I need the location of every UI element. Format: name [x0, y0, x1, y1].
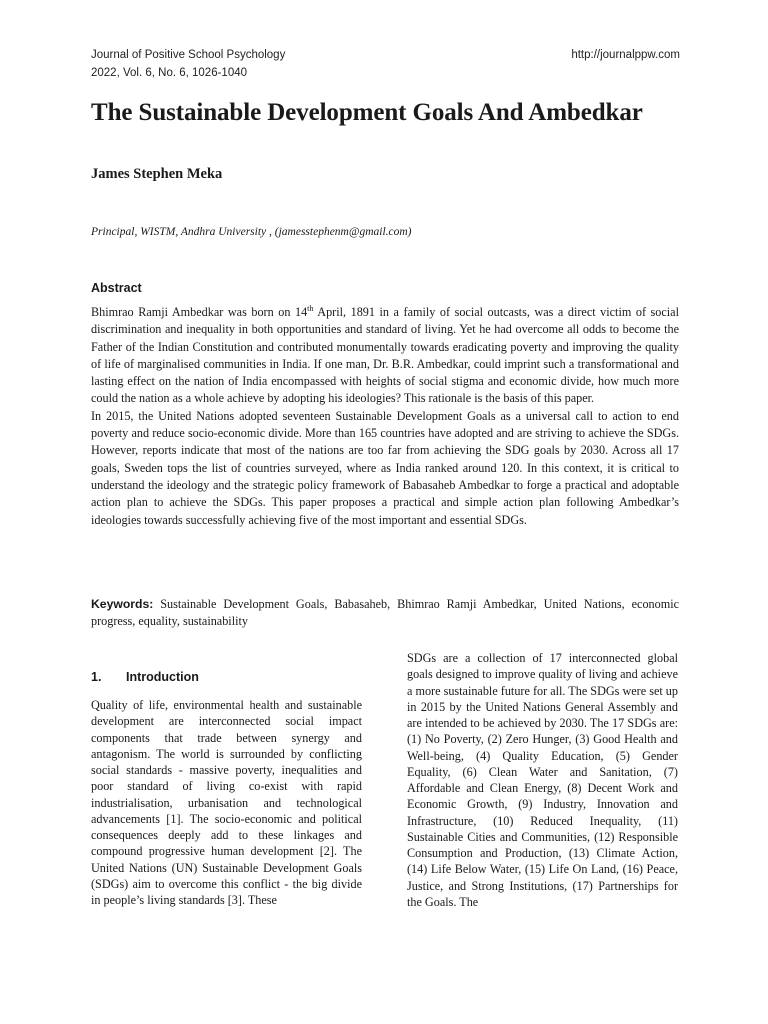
journal-name: Journal of Positive School Psychology: [91, 49, 286, 61]
abstract-heading: Abstract: [91, 281, 142, 295]
introduction-heading: [91, 670, 199, 684]
keywords-label: Keywords:: [91, 597, 154, 611]
journal-citation: 2022, Vol. 6, No. 6, 1026-1040: [91, 67, 248, 79]
abstract-paragraph-1: Bhimrao Ramji Ambedkar was born on 14th April, 1891 in a family of social outcasts, was a direct victim of social discrimination and inequality in both opportunities and standard of living. Yet he had overcome all odds to become the Father of the Indian Constitution and contributed monumentally towards eradicating poverty and improving the quality of life of marginalised communities in India. If one man, Dr. B.R. Ambedkar, could imprint such a transformational and lasting effect on the nation of India encompassed with heights of social stigma and economic divide, how much more could the nation as a whole achieve by adopting his ideologies? This rationale is the basis of this paper.: [91, 303, 679, 406]
ordinal-suffix: th: [307, 303, 314, 313]
keywords: [91, 596, 679, 631]
journal-header: [91, 46, 285, 82]
section-number: 1.: [91, 670, 102, 684]
journal-url[interactable]: http://journalppw.com: [571, 49, 680, 61]
abstract-body: [91, 304, 679, 529]
introduction-right-column: SDGs are a collection of 17 interconnected global goals designed to improve quality of living and achieve a more sustainable future for all. The SDGs were set up in 2015 by the United Nations General Assembly and are intended to be achieved by 2030. The 17 SDGs are: (1) No Poverty, (2) Zero Hunger, (3) Good Health and Well-being, (4) Quality Education, (5) Gender Equality, (6) Clean Water and Sanitation, (7) Affordable and Clean Energy, (8) Decent Work and Economic Growth, (9) Industry, Innovation and Infrastructure, (10) Reduced Inequality, (11) Sustainable Cities and Communities, (12) Responsible Consumption and Production, (13) Climate Action, (14) Life Below Water, (15) Life On Land, (16) Peace, Justice, and Strong Institutions, (17) Partnerships for the Goals. The: [407, 651, 678, 909]
author-affiliation: Principal, WISTM, Andhra University , (jamesstephenm@gmail.com): [91, 226, 412, 238]
paper-title: The Sustainable Development Goals And Ambedkar: [91, 99, 643, 126]
section-title: Introduction: [126, 670, 199, 684]
abstract-paragraph-2: In 2015, the United Nations adopted seventeen Sustainable Development Goals as a universal call to action to end poverty and reduce socio-economic divide. More than 165 countries have adopted and are striving to achieve the SDGs. However, reports indicate that most of the nations are too far from achieving the SDG goals by 2030. Across all 17 goals, Sweden tops the list of countries surveyed, where as India ranked around 120. In this context, it is critical to understand the ideology and the strategic policy framework of Babasaheb Ambedkar to forge a practical and adoptable action plan to achieve the SDGs. This paper proposes a practical and simple action plan following Ambedkar’s ideologies towards successfully achieving five of the most important and essential SDGs.: [91, 408, 679, 527]
introduction-left-column: Quality of life, environmental health and sustainable development are interconnected social impact components that trade between synergy and antagonism. The world is surrounded by conflicting social standards - massive poverty, inequalities and poor standard of living co-exist with rapid industrialisation, urbanisation and technological advancements [1]. The socio-economic and political consequences deeply add to these linkages and compound progressive human development [2]. The United Nations (UN) Sustainable Development Goals (SDGs) aim to overcome this conflict - the big divide in people’s living standards [3]. These: [91, 698, 362, 907]
author-name: James Stephen Meka: [91, 166, 223, 182]
keywords-list: Sustainable Development Goals, Babasaheb, Bhimrao Ramji Ambedkar, United Nations, economic progress, equality, sustainability: [91, 597, 679, 629]
